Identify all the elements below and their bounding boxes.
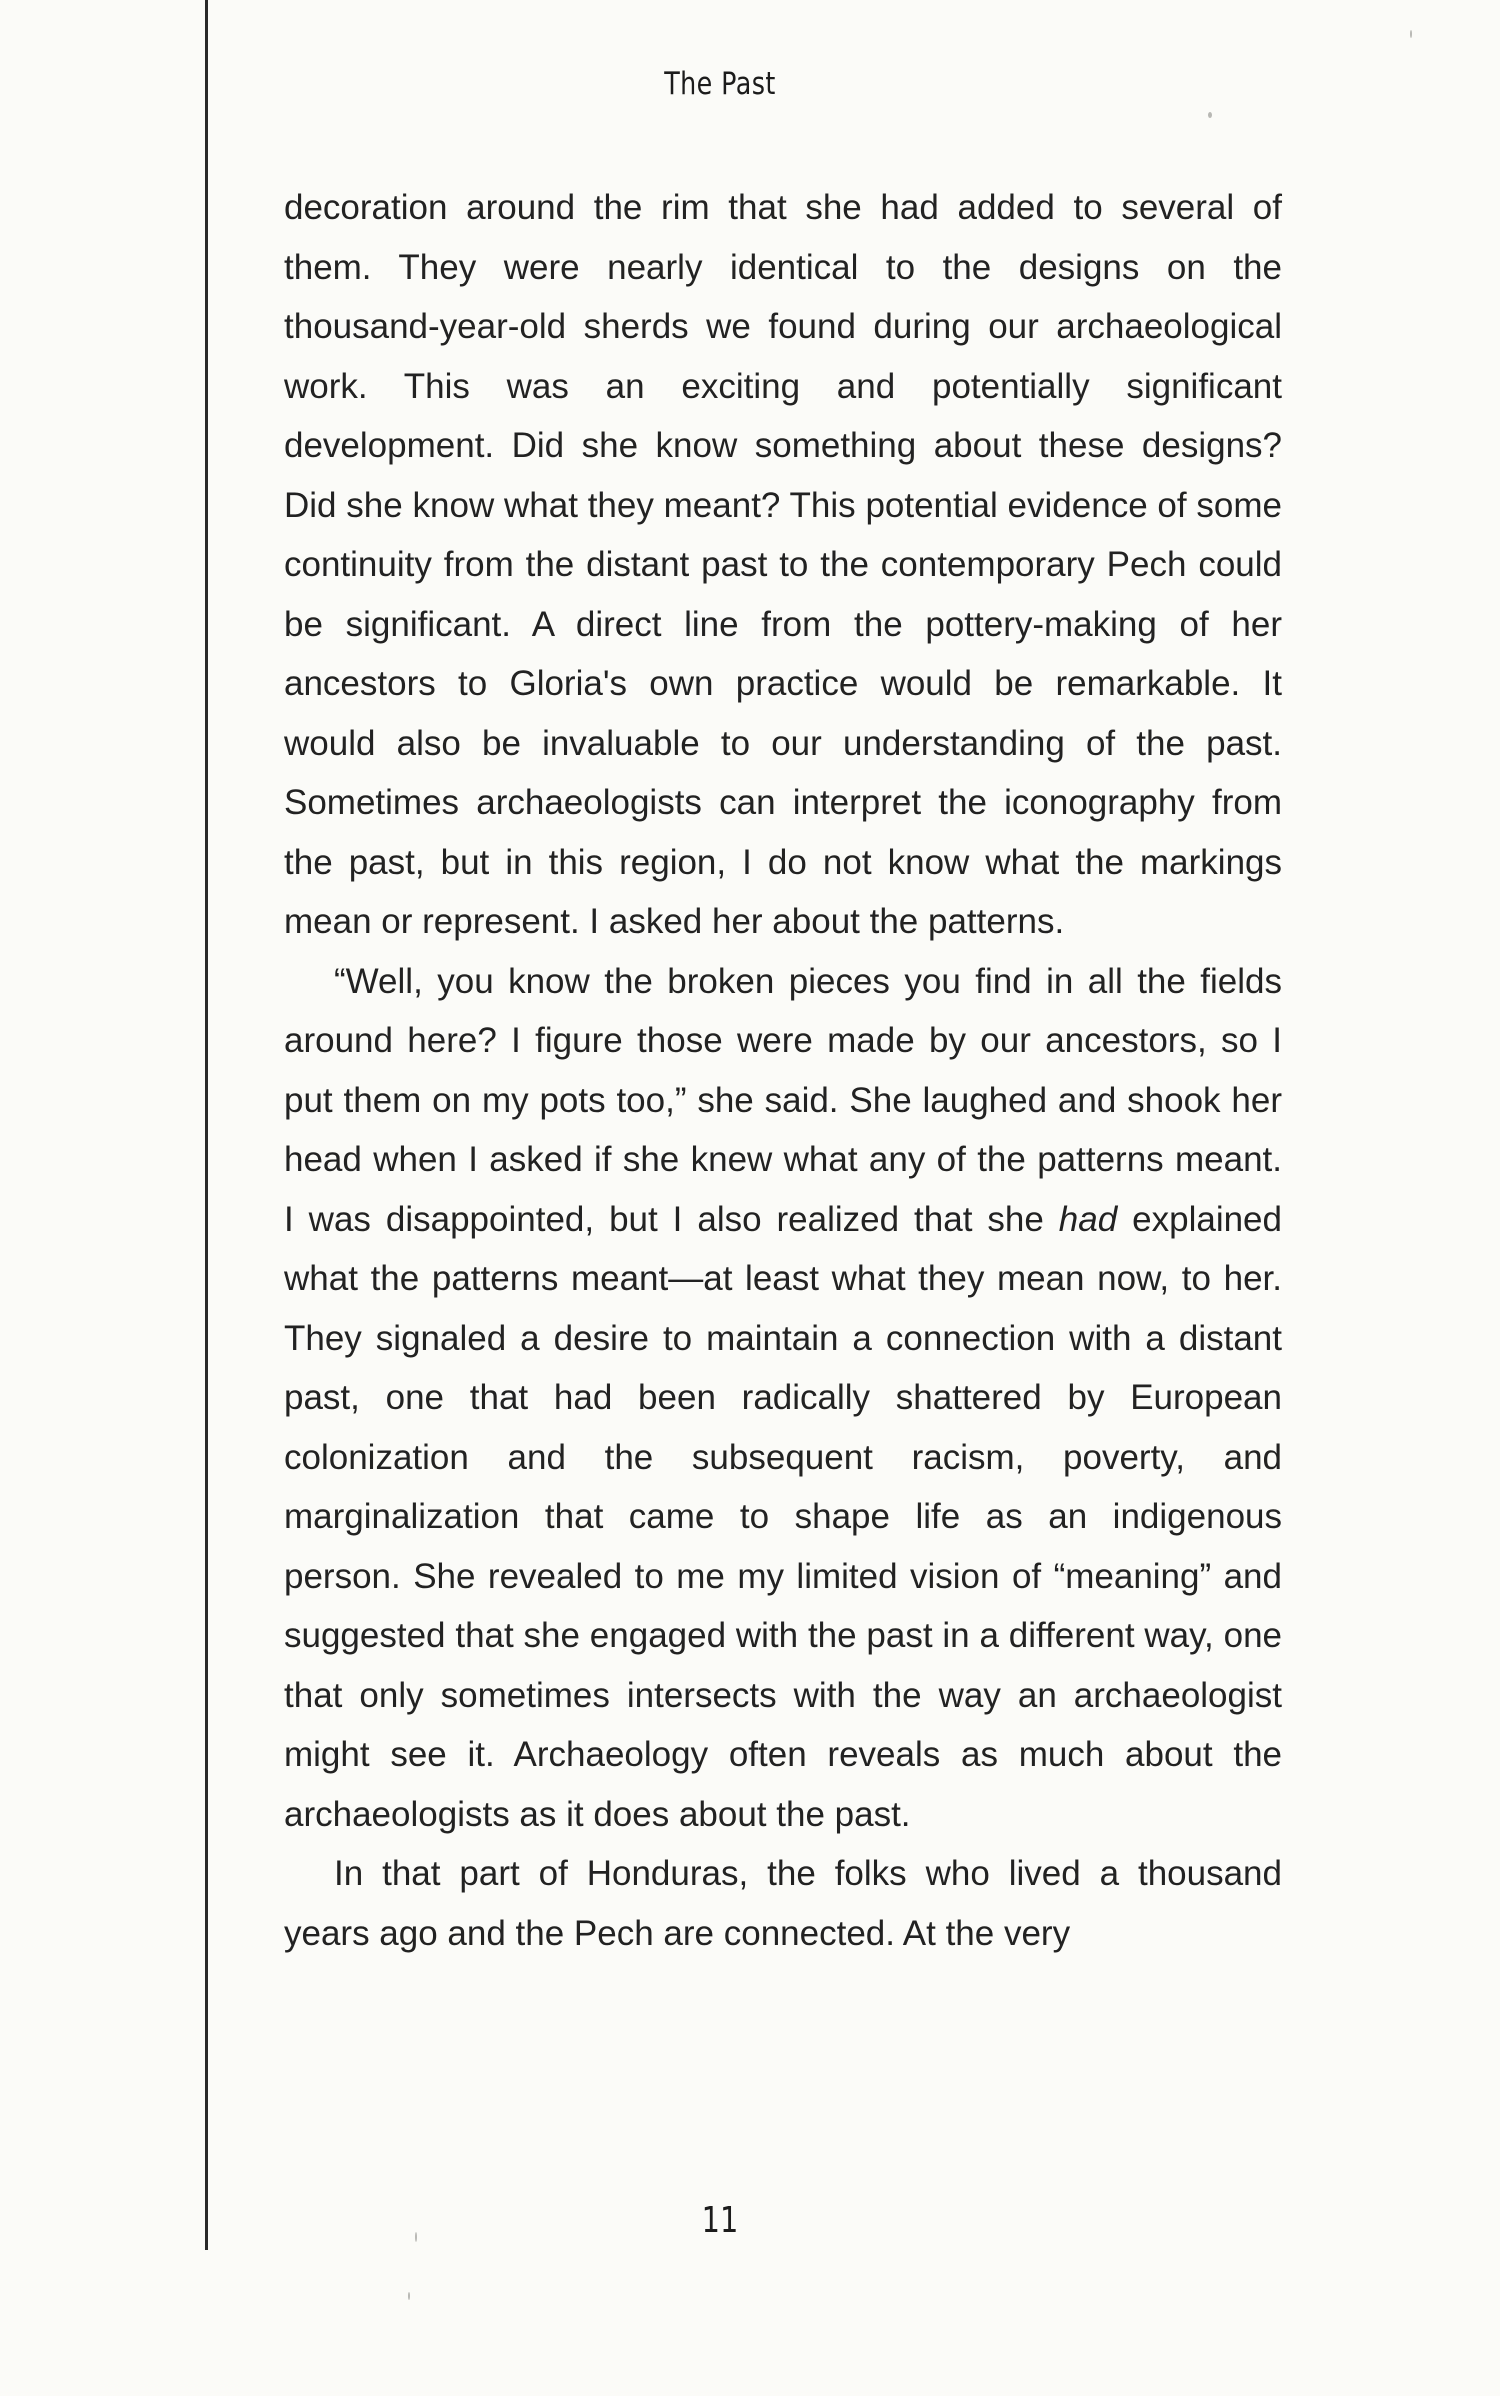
paragraph-text: In that part of Honduras, the folks who lived a thousand years ago and the Pech are connected. At the very bbox=[284, 1854, 1282, 1953]
paragraph bbox=[284, 952, 1282, 1845]
scan-speck bbox=[415, 2232, 417, 2242]
scan-speck bbox=[1410, 30, 1412, 38]
page-edge-line bbox=[205, 0, 208, 2250]
paragraph bbox=[284, 1844, 1282, 1963]
scan-speck bbox=[408, 2292, 410, 2300]
body-text bbox=[284, 178, 1282, 1963]
scan-speck bbox=[1208, 112, 1212, 118]
page-number: 11 bbox=[701, 2200, 739, 2241]
paragraph-text: decoration around the rim that she had added to several of them. They were nearly identical to the designs on the thousand-year-old sherds we found during our archaeological work. This was an exciting and potentially significant development. Did she know something about these designs? Did she know what they meant? This potential evidence of some continuity from the distant past to the contemporary Pech could be significant. A direct line from the pottery-making of her ancestors to Gloria's own practice would be remarkable. It would also be invaluable to our understanding of the past. Sometimes archaeologists can interpret the iconography from the past, but in this region, I do not know what the markings mean or represent. I asked her about the patterns. bbox=[284, 188, 1282, 941]
emphasis-text: had bbox=[1058, 1199, 1118, 1239]
paragraph bbox=[284, 178, 1282, 952]
running-head: The Past bbox=[664, 66, 776, 102]
paragraph-text: explained what the patterns meant—at least what they mean now, to her. They signaled a desire to maintain a connection with a distant past, one that had been radically shattered by European colonization and the subsequent racism, poverty, and marginalization that came to shape life as an indigenous person. She revealed to me my limited vision of “meaning” and suggested that she engaged with the past in a different way, one that only sometimes intersects with the way an archaeologist might see it. Archaeology often reveals as much about the archaeologists as it does about the past. bbox=[284, 1199, 1282, 1834]
paragraph-text: “Well, you know the broken pieces you find in all the fields around here? I figure those were made by our ancestors, so I put them on my pots too,” she said. She laughed and shook her head when I asked if she knew what any of the patterns meant. I was disappointed, but I also realized that she bbox=[284, 961, 1282, 1239]
